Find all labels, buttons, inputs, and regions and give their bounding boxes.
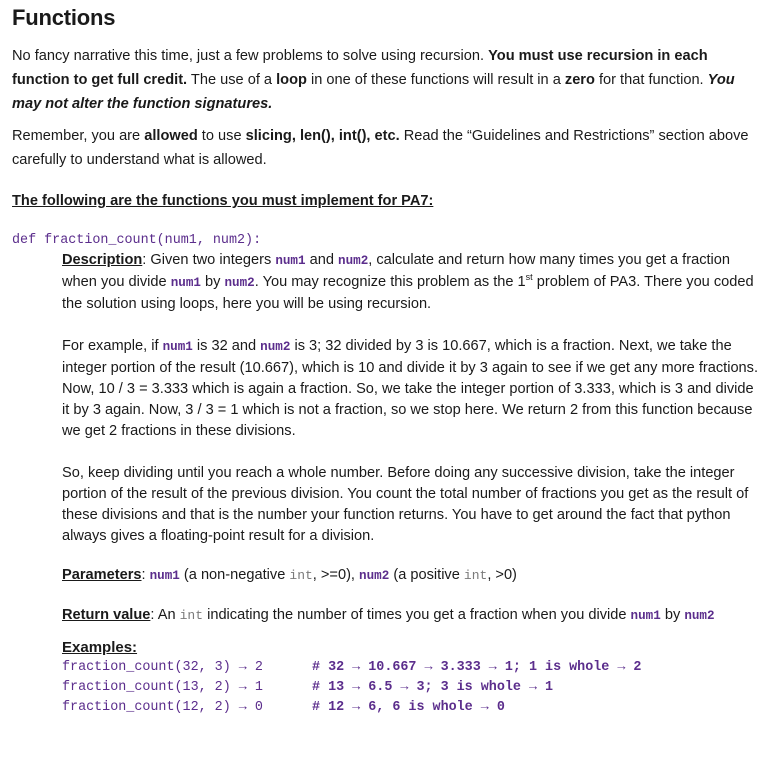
page-title: Functions — [12, 5, 116, 30]
intro-emphasis-zero: zero — [564, 72, 595, 88]
inline-code-num1: num1 — [630, 609, 661, 623]
ordinal-superscript: st — [525, 272, 533, 283]
parameters-text: (a positive — [389, 567, 464, 583]
inline-code-num1: num1 — [275, 254, 306, 268]
example-call: fraction_count(13, 2) → 1 — [62, 680, 263, 695]
parameters-text: , >=0), — [312, 567, 360, 583]
reminder-text: Read the “Guidelines and Restrictions” section above carefully to understand what is allowed. — [12, 128, 749, 168]
reminder-text: Remember, you are — [12, 128, 145, 144]
reminder-paragraph — [12, 124, 764, 172]
parameters-text: , >0) — [487, 567, 517, 583]
example-comment: # 12 → 6, 6 is whole → 0 — [312, 700, 505, 715]
intro-emphasis-loop: loop — [276, 72, 307, 88]
inline-code-num2: num2 — [260, 340, 291, 354]
document-page — [12, 0, 764, 718]
return-text: : An — [150, 607, 180, 623]
keep-dividing-paragraph — [62, 463, 764, 547]
description-text: by — [200, 274, 225, 290]
section-heading: The following are the functions you must implement for PA7: — [12, 193, 434, 209]
inline-code-num2: num2 — [224, 276, 255, 290]
inline-code-int: int — [463, 568, 488, 583]
example-call: fraction_count(32, 3) → 2 — [62, 660, 263, 675]
inline-code-num2: num2 — [359, 569, 390, 583]
parameters-text: (a non-negative — [179, 567, 290, 583]
intro-emphasis-recursion: You must use recursion in each function to get full credit. — [12, 48, 708, 88]
function-signature: def fraction_count(num1, num2): — [12, 233, 262, 248]
intro-paragraph — [12, 44, 764, 116]
example-comment: # 13 → 6.5 → 3; 3 is whole → 1 — [312, 680, 554, 695]
example-row — [62, 658, 764, 678]
inline-code-num1: num1 — [149, 569, 180, 583]
inline-code-num1: num1 — [170, 276, 201, 290]
parameters-paragraph — [62, 565, 764, 587]
description-label: Description — [62, 252, 143, 268]
intro-text: The use of a — [187, 72, 277, 88]
example-text: is 3; 32 divided by 3 is 10.667, which is a fraction. Next, we take the integer portion of the result (10.667), which is 10 and divide it by 3 again to see if we get any more fractions. Now, 10 / 3 = 3.333 which is again a fraction. So, we take the integer portion of 3.333, which is 3 and divide it by 3 again. Now, 3 / 3 = 1 which is not a fraction, so we stop here. We return 2 from this function because we get 2 fractions in these divisions. — [62, 338, 759, 439]
description-text: , calculate and return how many times you get a fraction when you divide — [62, 252, 731, 290]
example-call: fraction_count(12, 2) → 0 — [62, 700, 263, 715]
intro-emphasis-signatures: You may not alter the function signatures. — [12, 72, 735, 112]
inline-code-int: int — [179, 608, 204, 623]
intro-text: in one of these functions will result in a — [306, 72, 565, 88]
function-description-block — [62, 250, 764, 718]
intro-text: No fancy narrative this time, just a few problems to solve using recursion. — [12, 48, 489, 64]
examples-label: Examples: — [62, 639, 138, 656]
return-value-label: Return value — [62, 607, 151, 623]
inline-code-int: int — [289, 568, 313, 583]
description-text: and — [305, 252, 339, 268]
inline-code-num1: num1 — [162, 340, 193, 354]
example-comment: # 32 → 10.667 → 3.333 → 1; 1 is whole → 2 — [312, 660, 642, 675]
description-paragraph — [62, 250, 764, 315]
example-paragraph — [62, 336, 764, 442]
example-text: is 32 and — [192, 338, 261, 354]
return-value-paragraph — [62, 605, 764, 627]
return-text: by — [660, 607, 685, 623]
description-text: . You may recognize this problem as the 1 — [254, 274, 526, 290]
keep-dividing-text: So, keep dividing until you reach a whole number. Before doing any successive division, take the integer portion of the result of the previous division. You count the total number of fractions you get as the result of these divisions and that is the number your function returns. You have to get around the fact that python always gives a floating-point result for a division. — [62, 465, 749, 544]
reminder-emphasis-allowed: allowed — [144, 128, 198, 144]
inline-code-num2: num2 — [338, 254, 369, 268]
parameters-label: Parameters — [62, 567, 142, 583]
example-row — [62, 678, 764, 698]
reminder-text: to use — [197, 128, 246, 144]
inline-code-num2: num2 — [684, 609, 715, 623]
reminder-emphasis-tools: slicing, len(), int(), etc. — [245, 128, 400, 144]
description-text: : Given two integers — [142, 252, 276, 268]
description-text: problem of PA3. There you coded the solution using loops, here you will be using recursion. — [62, 274, 754, 312]
example-text: For example, if — [62, 338, 163, 354]
examples-block — [62, 637, 764, 718]
example-row — [62, 698, 764, 718]
intro-text: for that function. — [594, 72, 708, 88]
parameters-text: : — [141, 567, 150, 583]
return-text: indicating the number of times you get a fraction when you divide — [203, 607, 631, 623]
